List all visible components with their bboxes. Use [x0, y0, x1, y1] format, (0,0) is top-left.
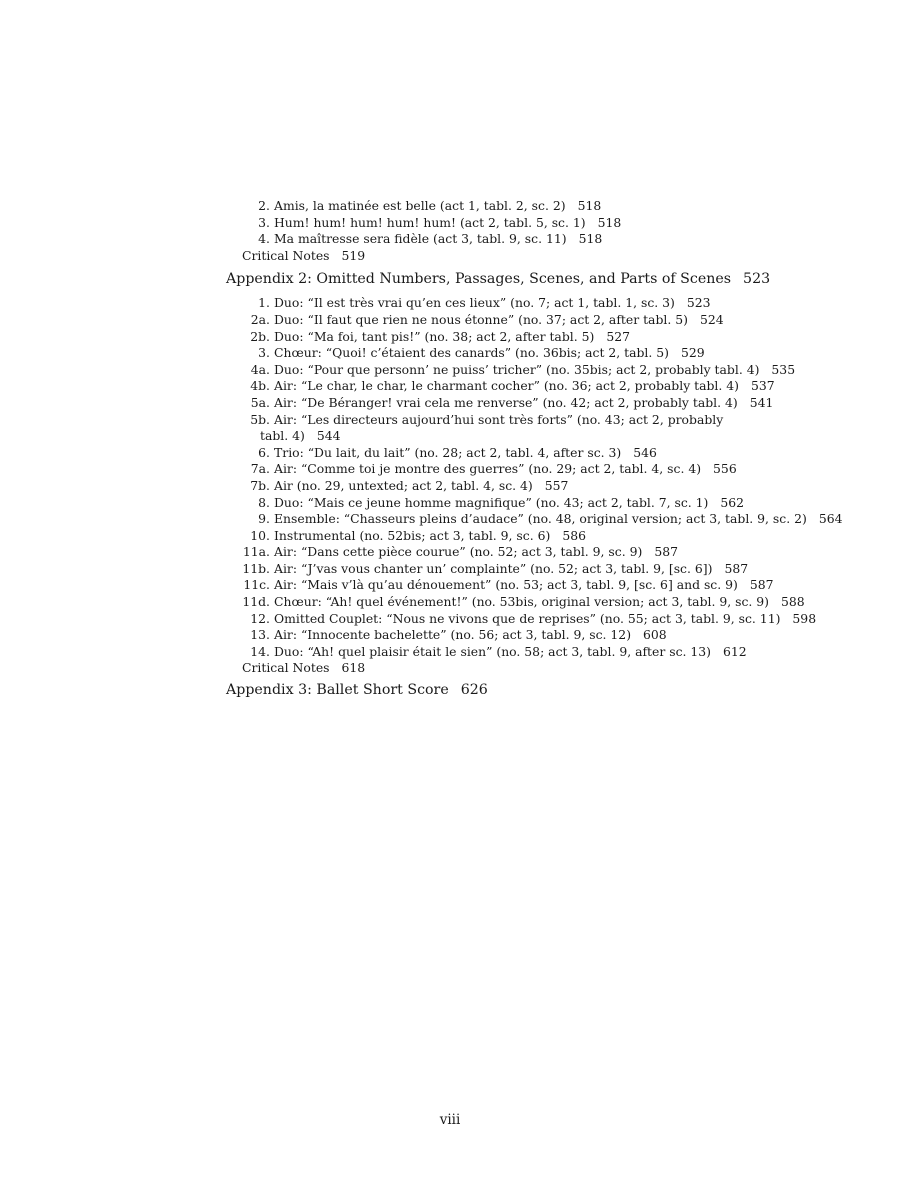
toc-entry-continuation [0, 428, 900, 445]
entry-title [274, 295, 711, 312]
entry-text: Duo: “Il est très vrai qu’en ces lieux” (no. 7; act 1, tabl. 1, sc. 3) [274, 295, 675, 311]
toc-entry [0, 198, 900, 215]
entry-text: Trio: “Du lait, du lait” (no. 28; act 2, tabl. 4, after sc. 3) [274, 444, 622, 460]
entry-text: Air: “Dans cette pièce courue” (no. 52; act 3, tabl. 9, sc. 9) [274, 544, 643, 560]
toc-entry [0, 412, 900, 429]
toc-entry [0, 312, 900, 329]
entry-text: Amis, la matinée est belle (act 1, tabl. 2, sc. 2) [274, 198, 566, 213]
entry-text: Air: “Mais v’là qu’au dénouement” (no. 53; act 3, tabl. 9, [sc. 6] and sc. 9) [274, 577, 738, 593]
entry-number: 10. [250, 527, 270, 543]
appendix-title-text: Appendix 2: Omitted Numbers, Passages, Scenes, and Parts of Scenes [226, 271, 732, 288]
critical-notes-label: Critical Notes [242, 247, 330, 263]
entry-title [274, 215, 621, 232]
toc-entry [0, 511, 900, 528]
entry-number: 7a. [250, 461, 270, 477]
entry-title [274, 198, 601, 215]
entry-number: 8. [258, 494, 270, 510]
entry-title [274, 594, 805, 611]
entry-page: 518 [578, 231, 603, 247]
entry-page: 527 [606, 328, 630, 344]
toc-entry [0, 594, 900, 611]
toc-entry [0, 215, 900, 232]
entry-title [274, 378, 775, 395]
entry-title [274, 445, 657, 462]
entry-number: 4a. [250, 361, 270, 377]
appendix-title [226, 677, 488, 703]
entry-page: 587 [724, 560, 749, 576]
entry-page: 535 [771, 361, 796, 377]
entry-page: 612 [723, 643, 747, 659]
entry-number: 2a. [250, 311, 270, 327]
toc-entry [0, 478, 900, 495]
entry-text: Duo: “Mais ce jeune homme magnifique” (no. 43; act 2, tabl. 7, sc. 1) [274, 494, 709, 510]
entry-number: 7b. [250, 477, 270, 493]
toc-entry [0, 295, 900, 312]
entry-page: 518 [577, 198, 602, 213]
entry-number: 13. [250, 627, 270, 643]
entry-text: Air: “Le char, le char, le charmant cocher” (no. 36; act 2, probably tabl. 4) [274, 378, 739, 394]
entry-title [274, 528, 586, 545]
entry-page: 608 [643, 627, 667, 643]
entry-text: Ensemble: “Chasseurs pleins d’audace” (no. 48, original version; act 3, tabl. 9, sc. 2) [274, 511, 807, 527]
entry-title [274, 611, 816, 628]
toc-entry [0, 362, 900, 379]
entry-page: 537 [751, 378, 775, 394]
toc-entry [0, 611, 900, 628]
entry-page: 556 [713, 461, 737, 477]
entry-page: 523 [686, 295, 711, 311]
entry-page: 562 [720, 494, 745, 510]
toc-entry [0, 644, 900, 661]
entry-page: 587 [654, 544, 678, 560]
entry-text: Air: “Comme toi je montre des guerres” (no. 29; act 2, tabl. 4, sc. 4) [274, 461, 702, 477]
entry-page: 518 [597, 214, 622, 230]
entry-text: Air (no. 29, untexted; act 2, tabl. 4, sc. 4) [274, 477, 533, 493]
entry-page: 588 [781, 594, 805, 610]
toc-entry [0, 378, 900, 395]
entry-title [274, 395, 773, 412]
entry-title [274, 495, 744, 512]
appendix-title [226, 266, 770, 292]
toc-entry [0, 395, 900, 412]
entry-number: 11d. [242, 594, 270, 610]
entry-text: Omitted Couplet: “Nous ne vivons que de reprises” (no. 55; act 3, tabl. 9, sc. 11) [274, 610, 781, 626]
entry-number: 11b. [242, 560, 270, 576]
entry-number: 3. [258, 345, 270, 361]
entry-number: 6. [258, 444, 270, 460]
entry-page: 557 [544, 477, 569, 493]
entry-title [274, 461, 737, 478]
entry-text: Air: “Innocente bachelette” (no. 56; act 3, tabl. 9, sc. 12) [274, 627, 632, 643]
entry-text: Air: “Les directeurs aujourd’hui sont très forts” (no. 43; act 2, probably [274, 411, 724, 427]
entry-text: Chœur: “Ah! quel événement!” (no. 53bis, original version; act 3, tabl. 9, sc. 9) [274, 594, 769, 610]
entry-text: Duo: “Pour que personn’ ne puiss’ tricher” (no. 35bis; act 2, probably tabl. 4) [274, 361, 760, 377]
entry-text: Ma maîtresse sera fidèle (act 3, tabl. 9, sc. 11) [274, 231, 567, 247]
entry-number: 2b. [250, 328, 270, 344]
entry-page: 564 [818, 511, 843, 527]
entry-page: 598 [792, 610, 817, 626]
entry-title [274, 231, 602, 248]
entry-text: Chœur: “Quoi! c’étaient des canards” (no. 36bis; act 2, tabl. 5) [274, 345, 669, 361]
entry-title [274, 511, 842, 528]
entry-title [274, 312, 724, 329]
entry-page: 546 [633, 444, 657, 460]
toc-entry [0, 544, 900, 561]
entry-title [274, 412, 723, 429]
critical-notes [242, 660, 365, 677]
entry-title [274, 478, 568, 495]
entry-text: Duo: “Il faut que rien ne nous étonne” (no. 37; act 2, after tabl. 5) [274, 311, 688, 327]
entry-text: Instrumental (no. 52bis; act 3, tabl. 9, sc. 6) [274, 527, 551, 543]
entry-title [274, 329, 630, 346]
toc-entry [0, 329, 900, 346]
critical-notes-entry [0, 248, 900, 265]
page-folio: viii [439, 1112, 461, 1128]
toc-entry [0, 627, 900, 644]
entry-number: 5b. [250, 411, 270, 427]
entry-page: 544 [316, 428, 341, 444]
toc-entry [0, 345, 900, 362]
toc-entry [0, 577, 900, 594]
toc-entry [0, 461, 900, 478]
critical-notes-label: Critical Notes [242, 660, 330, 676]
entry-title [274, 577, 774, 594]
entry-number: 14. [250, 643, 270, 659]
entry-number: 11c. [243, 577, 270, 593]
entry-page: 529 [680, 345, 705, 361]
entry-text: Hum! hum! hum! hum! hum! (act 2, tabl. 5, sc. 1) [274, 214, 586, 230]
entry-text: Duo: “Ah! quel plaisir était le sien” (no. 58; act 3, tabl. 9, after sc. 13) [274, 643, 712, 659]
entry-title [274, 627, 667, 644]
entry-number: 12. [250, 610, 270, 626]
critical-notes-page: 618 [341, 660, 366, 676]
toc-entries [0, 198, 900, 703]
entry-number: 5a. [250, 394, 270, 410]
appendix-heading [0, 266, 900, 292]
entry-number: 9. [258, 511, 270, 527]
toc-entry [0, 561, 900, 578]
critical-notes-page: 519 [341, 247, 366, 263]
entry-title [274, 345, 705, 362]
entry-number: 1. [258, 295, 270, 311]
entry-page: 587 [749, 577, 774, 593]
entry-number: 4b. [250, 378, 270, 394]
entry-title [274, 561, 748, 578]
entry-text: Air: “De Béranger! vrai cela me renverse” (no. 42; act 2, probably tabl. 4) [274, 394, 738, 410]
appendix-heading [0, 677, 900, 703]
toc-entry [0, 445, 900, 462]
toc-entry [0, 495, 900, 512]
toc-entry [0, 231, 900, 248]
appendix-page: 626 [460, 682, 488, 699]
appendix-title-text: Appendix 3: Ballet Short Score [226, 682, 449, 699]
entry-number: 3. [258, 214, 270, 230]
entry-number: 2. [258, 198, 270, 213]
entry-continuation [260, 428, 341, 445]
entry-continuation-text: tabl. 4) [260, 428, 305, 444]
toc-entry [0, 528, 900, 545]
critical-notes [242, 248, 365, 265]
entry-title [274, 544, 678, 561]
entry-text: Air: “J’vas vous chanter un’ complainte” (no. 52; act 3, tabl. 9, [sc. 6]) [274, 560, 713, 576]
entry-page: 524 [699, 311, 724, 327]
entry-title [274, 644, 747, 661]
entry-page: 541 [749, 394, 774, 410]
entry-number: 11a. [242, 544, 270, 560]
entry-page: 586 [562, 527, 586, 543]
appendix-page: 523 [743, 271, 771, 288]
entry-title [274, 362, 795, 379]
entry-number: 4. [258, 231, 270, 247]
critical-notes-entry [0, 660, 900, 677]
entry-text: Duo: “Ma foi, tant pis!” (no. 38; act 2, after tabl. 5) [274, 328, 595, 344]
